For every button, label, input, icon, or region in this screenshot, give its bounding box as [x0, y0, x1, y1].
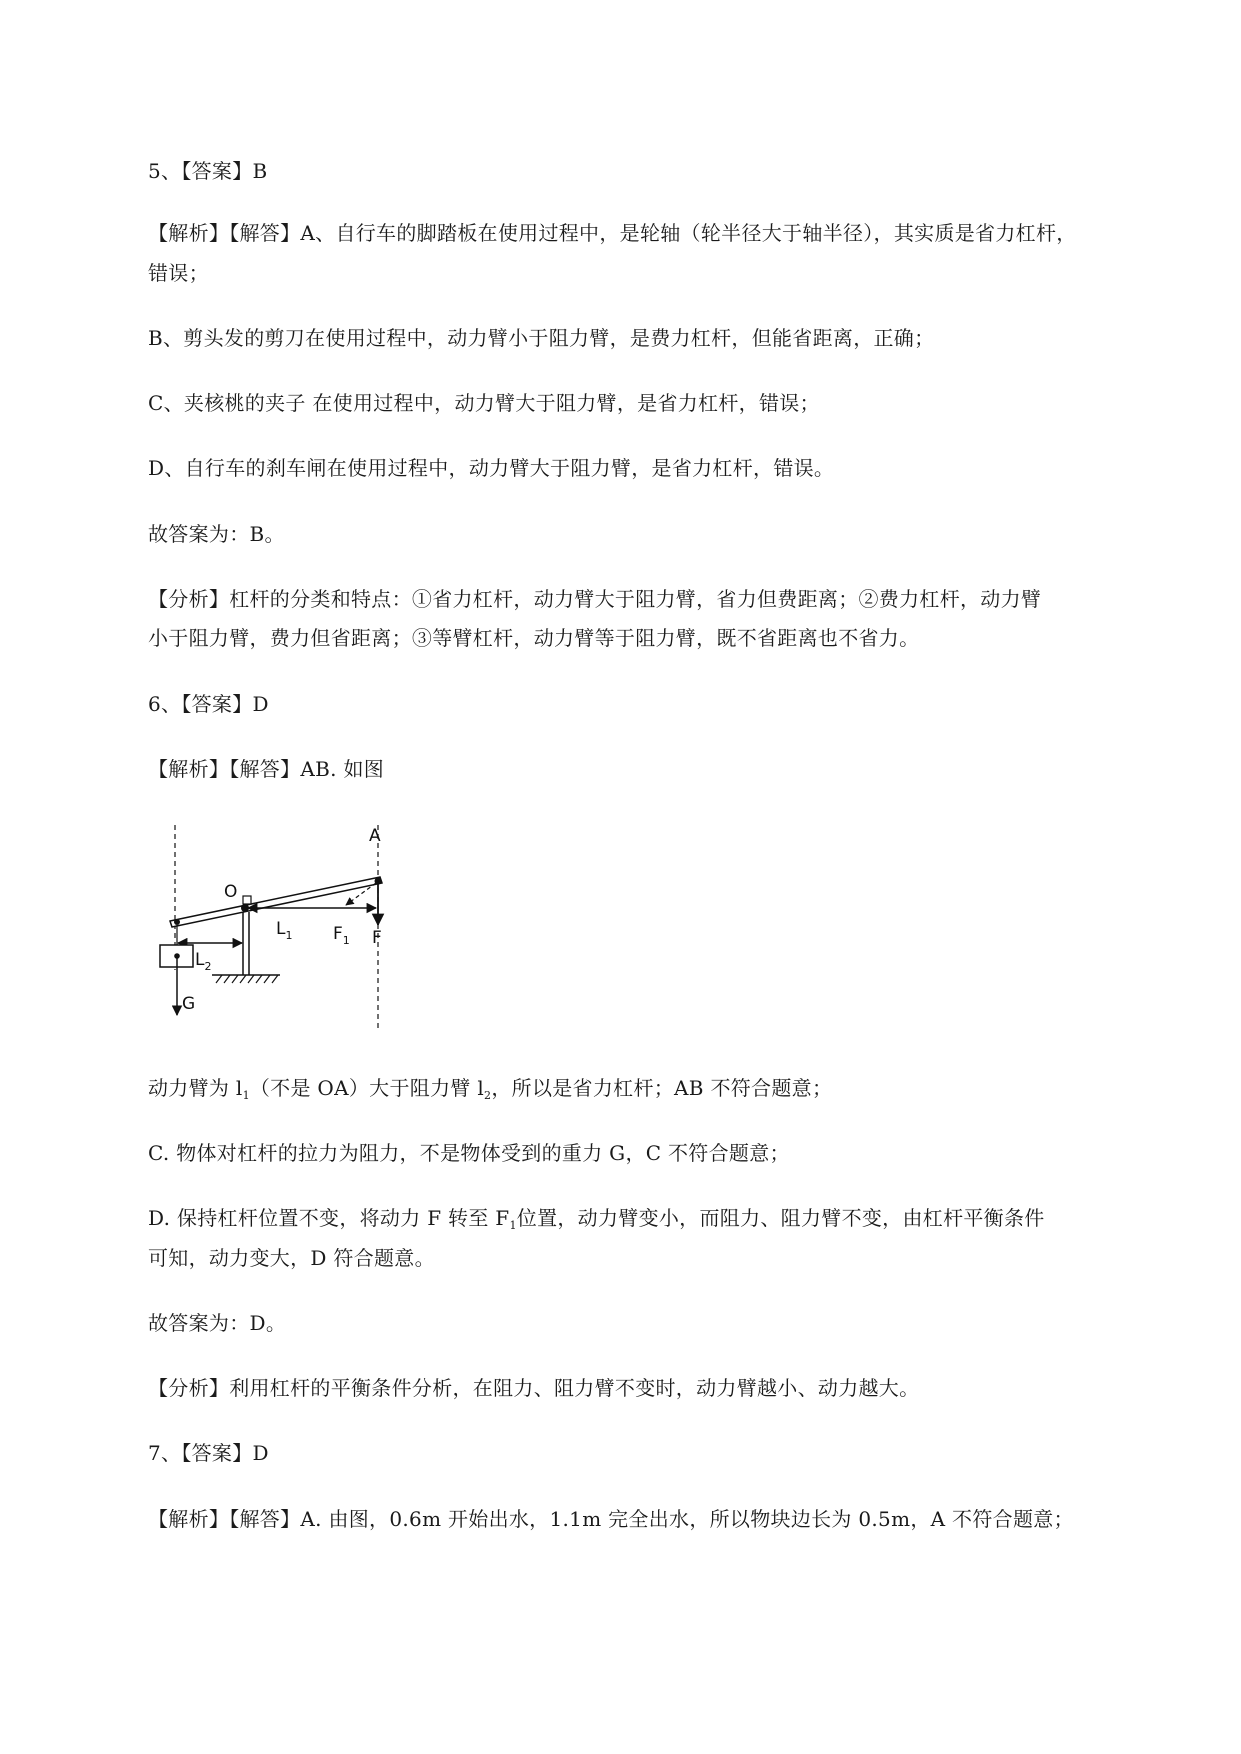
q7-answer: 7、【答案】D [148, 1441, 269, 1465]
q6-option-d-line-2: 可知，动力变大，D 符合题意。 [148, 1246, 435, 1270]
left-end-point [174, 919, 180, 925]
q6-analysis-intro: 【解析】【解答】AB. 如图 [148, 757, 385, 781]
label-l1: $L_1$ [276, 919, 293, 942]
label-l2: $L_2$ [195, 950, 212, 973]
label-g: G [182, 994, 196, 1014]
q5-fenxi-line-1: 【分析】杠杆的分类和特点：①省力杠杆，动力臂大于阻力臂，省力但费距离；②费力杠杆，动力臂 [148, 587, 1042, 611]
lever-diagram [150, 825, 400, 1035]
q5-analysis-line-2: 错误； [148, 261, 209, 285]
lever-diagram-svg [150, 825, 400, 1035]
label-f: F [372, 928, 382, 948]
q5-answer: 5、【答案】B [148, 159, 268, 183]
q5-option-c: C、夹核桃的夹子 在使用过程中，动力臂大于阻力臂，是省力杠杆，错误； [148, 391, 820, 415]
q6-option-d-line-1: D. 保持杠杆位置不变，将动力 F 转至 $F_1$位置，动力臂变小，而阻力、阻力臂不变，由杠杆平衡条件 [148, 1206, 1045, 1232]
label-o: O [224, 882, 238, 902]
q6-fenxi: 【分析】利用杠杆的平衡条件分析，在阻力、阻力臂不变时，动力臂越小、动力越大。 [148, 1376, 920, 1400]
q6-answer: 6、【答案】D [148, 692, 269, 716]
q5-analysis-line-1: 【解析】【解答】A、自行车的脚踏板在使用过程中，是轮轴（轮半径大于轴半径），其实质是省力杠杆， [148, 221, 1077, 245]
q5-option-d: D、自行车的刹车闸在使用过程中，动力臂大于阻力臂，是省力杠杆，错误。 [148, 456, 835, 480]
q7-analysis-line-1: 【解析】【解答】A. 由图，0.6m 开始出水，1.1m 完全出水，所以物块边长为 0.5m，A 不符合题意； [148, 1507, 1074, 1531]
label-a: A [369, 826, 381, 846]
q6-ab-text: 动力臂为 $l_1$（不是 OA）大于阻力臂 $l_2$，所以是省力杠杆；AB 不符合题意； [148, 1076, 833, 1102]
point-o [241, 904, 249, 912]
q6-option-c: C. 物体对杠杆的拉力为阻力，不是物体受到的重力 G，C 不符合题意； [148, 1141, 790, 1165]
q5-conclusion: 故答案为：B。 [148, 522, 285, 546]
ground-hatching [216, 975, 278, 983]
label-f1: $F_1$ [333, 924, 350, 947]
q5-option-b: B、剪头发的剪刀在使用过程中，动力臂小于阻力臂，是费力杠杆，但能省距离，正确； [148, 326, 935, 350]
pivot-box [243, 896, 251, 904]
q6-conclusion: 故答案为：D。 [148, 1311, 287, 1335]
q5-fenxi-line-2: 小于阻力臂，费力但省距离；③等臂杠杆，动力臂等于阻力臂，既不省距离也不省力。 [148, 626, 920, 650]
